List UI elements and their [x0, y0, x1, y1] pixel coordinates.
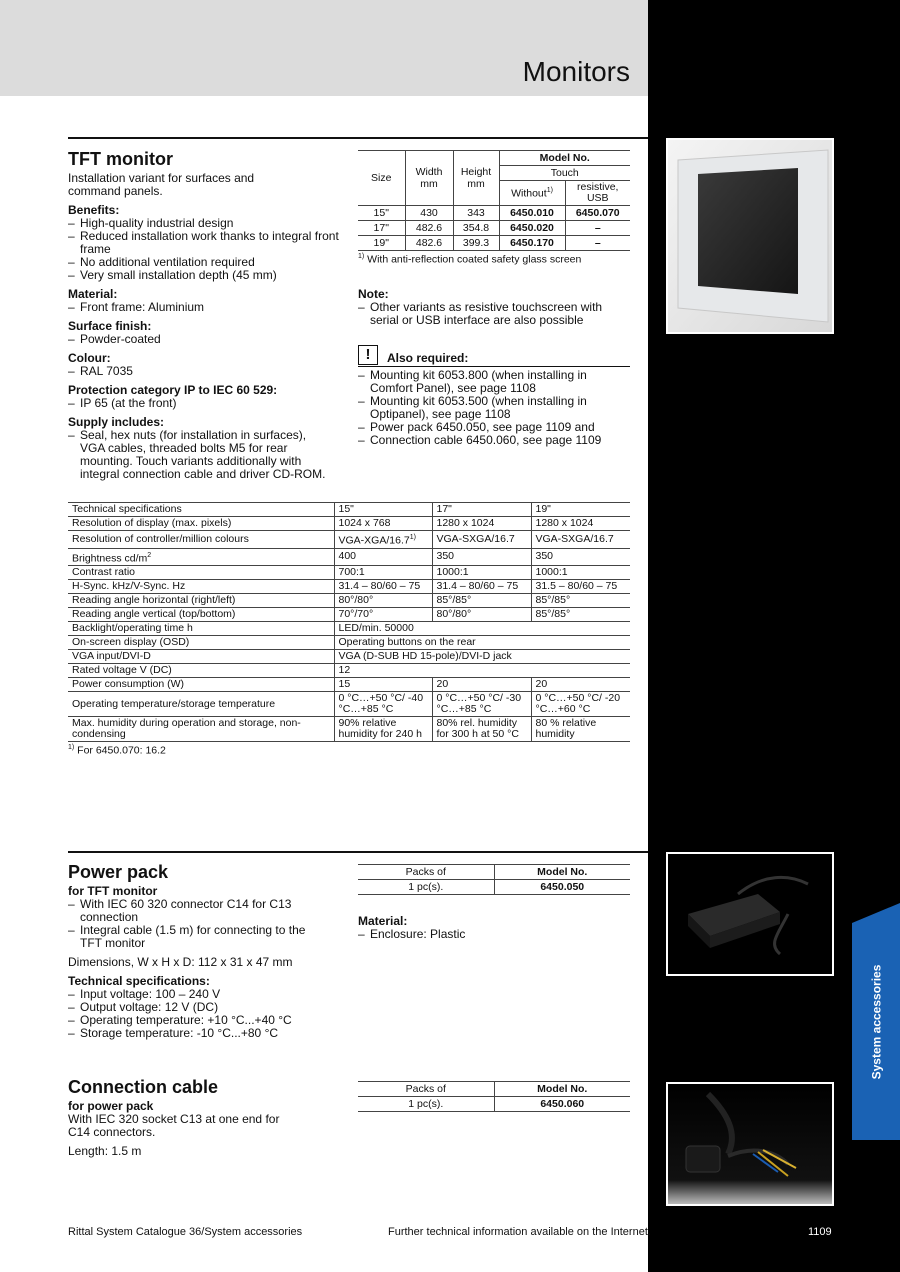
power-tech-list [68, 988, 340, 1040]
power-pack-image [668, 854, 832, 974]
tft-model-table-wrap [358, 150, 630, 447]
spec-row [68, 531, 630, 549]
list-item: – Other variants as resistive touchscreen with serial or USB interface are also possible [358, 301, 630, 327]
spec-cell: 80°/80° [334, 594, 432, 608]
spec-cell: Operating temperature/storage temperature [68, 692, 334, 717]
note-label: Note: [358, 286, 389, 301]
material-label: Material: [68, 287, 118, 301]
spec-cell: 1000:1 [531, 566, 630, 580]
page-title: Monitors [522, 56, 630, 87]
list-item: – Seal, hex nuts (for installation in surfaces), VGA cables, threaded bolts M5 for rear mounting. Touch variants additionally with integral connection cable and driver CD-ROM. [68, 429, 330, 481]
spec-cell: 19" [531, 503, 630, 517]
spec-row [68, 594, 630, 608]
spec-cell: 350 [531, 548, 630, 566]
spec-cell: On-screen display (OSD) [68, 636, 334, 650]
cable-desc: With IEC 320 socket C13 at one end for C14 connectors. [68, 1112, 280, 1139]
spec-cell: 85°/85° [531, 608, 630, 622]
section-rule-power [68, 851, 648, 853]
spec-row [68, 548, 630, 566]
cable-photo [666, 1082, 834, 1206]
spec-cell: VGA-SXGA/16.7 [531, 531, 630, 549]
list-item: – Very small installation depth (45 mm) [68, 269, 340, 282]
tft-left-column [68, 149, 340, 481]
tft-intro: Installation variant for surfaces and command panels. [68, 171, 255, 198]
th-size: Size [358, 151, 405, 206]
spec-cell: 15 [334, 678, 432, 692]
th-touch: Touch [499, 166, 630, 181]
tft-title: TFT monitor [68, 149, 173, 169]
list-item: – Input voltage: 100 – 240 V [68, 988, 340, 1001]
th-model: Model No. [499, 151, 630, 166]
list-item: – Connection cable 6450.060, see page 1109 [358, 434, 630, 447]
protection-label: Protection category IP to IEC 60 529: [68, 383, 278, 397]
footer-left: Rittal System Catalogue 36/System accessories [68, 1226, 303, 1238]
spec-cell: VGA input/DVI-D [68, 650, 334, 664]
spec-cell: VGA-XGA/16.7$^{1)}$ [334, 531, 432, 549]
cable-model-table: Packs of Model No. 1 pc(s). 6450.060 [358, 1081, 630, 1112]
power-material-label: Material: [358, 914, 408, 928]
list-item: – Storage temperature: -10 °C...+80 °C [68, 1027, 340, 1040]
spec-cell: Technical specifications [68, 503, 334, 517]
power-dimensions: Dimensions, W x H x D: 112 x 31 x 47 mm [68, 955, 293, 969]
power-right-column [358, 864, 630, 941]
spec-cell: Reading angle horizontal (right/left) [68, 594, 334, 608]
spec-cell: 12 [334, 664, 630, 678]
spec-row [68, 636, 630, 650]
th-height: Height mm [453, 151, 499, 206]
spec-row [68, 622, 630, 636]
page-number: 1109 [808, 1226, 832, 1238]
spec-cell: Resolution of controller/million colours [68, 531, 334, 549]
spec-cell: Operating buttons on the rear [334, 636, 630, 650]
spec-cell: Max. humidity during operation and storage, non-condensing [68, 717, 334, 742]
spec-cell: 80°/80° [432, 608, 531, 622]
spec-cell: 1024 x 768 [334, 517, 432, 531]
power-left-column [68, 862, 340, 1040]
list-item: – Integral cable (1.5 m) for connecting to the TFT monitor [68, 924, 308, 950]
cable-subtitle: for power pack [68, 1099, 154, 1113]
spec-cell: 1280 x 1024 [432, 517, 531, 531]
supply-label: Supply includes: [68, 415, 165, 429]
table-row: 15" 430 343 6450.010 6450.070 [358, 206, 630, 221]
tft-model-table [358, 150, 630, 251]
list-item: – RAL 7035 [68, 365, 340, 378]
spec-row [68, 678, 630, 692]
list-item: – Reduced installation work thanks to integral front frame [68, 230, 340, 256]
spec-row [68, 650, 630, 664]
power-pack-photo [666, 852, 834, 976]
cable-length: Length: 1.5 m [68, 1144, 142, 1158]
table-row: 17" 482.6 354.8 6450.020 – [358, 221, 630, 236]
table-row: 1 pc(s). 6450.050 [358, 880, 630, 895]
spec-cell: Backlight/operating time h [68, 622, 334, 636]
side-tab-label: System accessories [869, 964, 883, 1079]
spec-row [68, 692, 630, 717]
power-title: Power pack [68, 862, 169, 882]
th-width: Width mm [405, 151, 453, 206]
spec-cell: 17" [432, 503, 531, 517]
spec-cell: Resolution of display (max. pixels) [68, 517, 334, 531]
table-row: 1 pc(s). 6450.060 [358, 1097, 630, 1112]
spec-row [68, 517, 630, 531]
th-resistive: resistive, USB [565, 181, 630, 206]
benefits-label: Benefits: [68, 203, 120, 217]
list-item: – IP 65 (at the front) [68, 397, 340, 410]
spec-cell: 80 % relative humidity [531, 717, 630, 742]
list-item: – Output voltage: 12 V (DC) [68, 1001, 340, 1014]
list-item: – With IEC 60 320 connector C14 for C13 connection [68, 898, 308, 924]
power-tech-label: Technical specifications: [68, 974, 210, 988]
list-item: – Power pack 6450.050, see page 1109 and [358, 421, 630, 434]
spec-cell: 31.4 – 80/60 – 75 [334, 580, 432, 594]
power-subtitle: for TFT monitor [68, 884, 158, 898]
spec-cell: 70°/70° [334, 608, 432, 622]
spec-cell: VGA (D-SUB HD 15-pole)/DVI-D jack [334, 650, 630, 664]
spec-row [68, 664, 630, 678]
spec-cell: 0 °C…+50 °C/ -40 °C…+85 °C [334, 692, 432, 717]
spec-cell: 31.5 – 80/60 – 75 [531, 580, 630, 594]
power-model-table: Packs of Model No. 1 pc(s). 6450.050 [358, 864, 630, 895]
surface-label: Surface finish: [68, 319, 152, 333]
also-required-list [358, 369, 630, 447]
spec-row [68, 717, 630, 742]
cable-title: Connection cable [68, 1077, 219, 1097]
tft-monitor-photo [666, 138, 834, 334]
spec-cell: LED/min. 50000 [334, 622, 630, 636]
spec-cell: 31.4 – 80/60 – 75 [432, 580, 531, 594]
list-item: – Operating temperature: +10 °C...+40 °C [68, 1014, 340, 1027]
footer-center: Further technical information available on the Internet. [388, 1226, 651, 1238]
th-without: Without$^{1)}$ [499, 181, 565, 206]
also-required-label: Also required: [387, 350, 469, 365]
model-footnote: $^{1)}$ With anti-reflection coated safety glass screen [358, 253, 582, 266]
list-item: – Powder-coated [68, 333, 340, 346]
spec-cell: Brightness $cd/m^2$ [68, 548, 334, 566]
spec-cell: 1000:1 [432, 566, 531, 580]
colour-label: Colour: [68, 351, 111, 365]
list-item: – Mounting kit 6053.800 (when installing in Comfort Panel), see page 1108 [358, 369, 630, 395]
spec-cell: 0 °C…+50 °C/ -20 °C…+60 °C [531, 692, 630, 717]
spec-cell: VGA-SXGA/16.7 [432, 531, 531, 549]
list-item: – Front frame: Aluminium [68, 301, 340, 314]
spec-cell: 20 [432, 678, 531, 692]
spec-cell: 350 [432, 548, 531, 566]
section-rule-tft [68, 137, 648, 139]
tft-monitor-image [668, 140, 832, 332]
spec-cell: Contrast ratio [68, 566, 334, 580]
list-item: – Enclosure: Plastic [358, 928, 630, 941]
spec-cell: 20 [531, 678, 630, 692]
spec-cell: Power consumption (W) [68, 678, 334, 692]
spec-cell: 400 [334, 548, 432, 566]
power-features [68, 898, 308, 950]
spec-footnote: $^{1)}$ For 6450.070: 16.2 [68, 744, 166, 757]
spec-cell: 85°/85° [432, 594, 531, 608]
spec-cell: 80% rel. humidity for 300 h at 50 °C [432, 717, 531, 742]
spec-cell: 15" [334, 503, 432, 517]
spec-cell: 1280 x 1024 [531, 517, 630, 531]
spec-cell: Rated voltage V (DC) [68, 664, 334, 678]
cable-left-column [68, 1077, 340, 1158]
benefits-list [68, 217, 340, 282]
side-tab[interactable] [852, 903, 900, 1140]
spec-row [68, 566, 630, 580]
list-item: – High-quality industrial design [68, 217, 340, 230]
spec-cell: 90% relative humidity for 240 h [334, 717, 432, 742]
spec-table-wrap [68, 502, 630, 757]
spec-cell: 700:1 [334, 566, 432, 580]
spec-cell: 85°/85° [531, 594, 630, 608]
spec-table [68, 502, 630, 742]
spec-row [68, 580, 630, 594]
list-item: – No additional ventilation required [68, 256, 340, 269]
list-item: – Mounting kit 6053.500 (when installing in Optipanel), see page 1108 [358, 395, 630, 421]
also-required-header [358, 345, 630, 367]
spec-cell: H-Sync. kHz/V-Sync. Hz [68, 580, 334, 594]
warning-icon: ! [358, 345, 378, 365]
cable-right-column [358, 1081, 630, 1112]
spec-cell: Reading angle vertical (top/bottom) [68, 608, 334, 622]
connection-cable-image [668, 1084, 832, 1204]
spec-row [68, 608, 630, 622]
spec-row [68, 503, 630, 517]
table-row: 19" 482.6 399.3 6450.170 – [358, 236, 630, 251]
spec-cell: 0 °C…+50 °C/ -30 °C…+85 °C [432, 692, 531, 717]
